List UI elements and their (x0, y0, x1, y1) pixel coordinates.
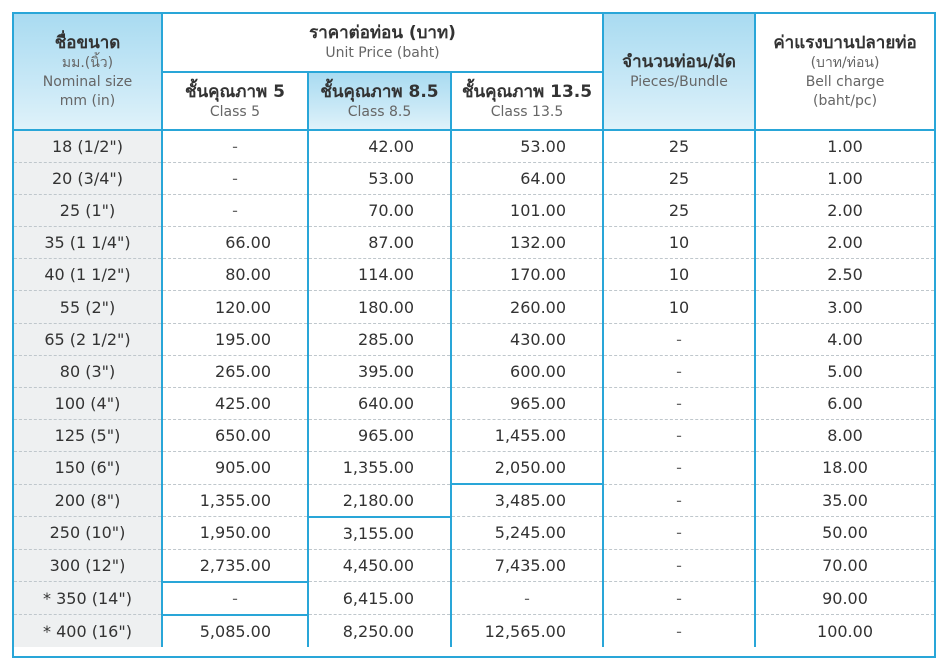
table-cell: 1,355.00 (308, 451, 451, 484)
table-cell: - (603, 549, 755, 582)
table-cell: 965.00 (308, 419, 451, 451)
table-cell: 265.00 (162, 355, 308, 387)
table-cell: 55 (2") (14, 291, 162, 323)
table-cell: 7,435.00 (451, 549, 603, 582)
table-row (14, 549, 934, 582)
table-cell: 18 (1/2") (14, 130, 162, 163)
price-table-body (14, 130, 934, 647)
table-cell: 430.00 (451, 323, 603, 355)
table-cell: 35.00 (755, 484, 934, 517)
table-cell: - (603, 582, 755, 615)
table-row (14, 419, 934, 451)
header-class-13-5: ชั้นคุณภาพ 13.5 Class 13.5 (451, 72, 603, 130)
table-cell: 70.00 (308, 195, 451, 227)
table-cell: - (162, 195, 308, 227)
table-cell: 4.00 (755, 323, 934, 355)
table-cell: 70.00 (755, 549, 934, 582)
table-cell: 65 (2 1/2") (14, 323, 162, 355)
table-cell: - (603, 355, 755, 387)
table-cell: 2.50 (755, 259, 934, 291)
table-cell: 650.00 (162, 419, 308, 451)
table-row (14, 227, 934, 259)
table-cell: 18.00 (755, 451, 934, 484)
table-cell: 2,735.00 (162, 549, 308, 582)
table-cell: - (162, 163, 308, 195)
table-cell: 200 (8") (14, 484, 162, 517)
table-row (14, 291, 934, 323)
table-cell: - (603, 419, 755, 451)
table-cell: 5.00 (755, 355, 934, 387)
header-unit-price: ราคาต่อท่อน (บาท) Unit Price (baht) (162, 14, 603, 72)
table-cell: 2.00 (755, 227, 934, 259)
table-cell: 905.00 (162, 451, 308, 484)
table-cell: 250 (10") (14, 517, 162, 550)
table-cell: 64.00 (451, 163, 603, 195)
price-table-frame (12, 12, 936, 658)
header-class-8-5: ชั้นคุณภาพ 8.5 Class 8.5 (308, 72, 451, 130)
table-cell: - (603, 517, 755, 550)
table-cell: 2.00 (755, 195, 934, 227)
table-cell: 2,050.00 (451, 451, 603, 484)
table-cell: 40 (1 1/2") (14, 259, 162, 291)
table-cell: 120.00 (162, 291, 308, 323)
table-cell: 35 (1 1/4") (14, 227, 162, 259)
table-cell: - (162, 130, 308, 163)
table-cell: 1,355.00 (162, 484, 308, 517)
table-cell: 6.00 (755, 387, 934, 419)
table-cell: 100.00 (755, 615, 934, 647)
table-cell: 25 (603, 195, 755, 227)
table-cell: 101.00 (451, 195, 603, 227)
table-cell: 25 (603, 130, 755, 163)
table-cell: 42.00 (308, 130, 451, 163)
table-cell: 20 (3/4") (14, 163, 162, 195)
table-cell: 8.00 (755, 419, 934, 451)
table-cell: 125 (5") (14, 419, 162, 451)
table-cell: - (603, 387, 755, 419)
table-row (14, 517, 934, 550)
table-cell: 25 (603, 163, 755, 195)
table-cell: 195.00 (162, 323, 308, 355)
table-cell: 1.00 (755, 163, 934, 195)
table-row (14, 163, 934, 195)
table-row (14, 387, 934, 419)
price-table (14, 14, 934, 647)
table-cell: 53.00 (308, 163, 451, 195)
table-cell: 12,565.00 (451, 615, 603, 647)
header-class-5: ชั้นคุณภาพ 5 Class 5 (162, 72, 308, 130)
header-pieces-bundle: จำนวนท่อน/มัด Pieces/Bundle (603, 14, 755, 130)
table-row (14, 451, 934, 484)
table-cell: 10 (603, 227, 755, 259)
table-cell: 25 (1") (14, 195, 162, 227)
table-row (14, 323, 934, 355)
table-cell: * 400 (16") (14, 615, 162, 647)
table-cell: 50.00 (755, 517, 934, 550)
table-row (14, 259, 934, 291)
table-cell: 132.00 (451, 227, 603, 259)
table-cell: 965.00 (451, 387, 603, 419)
table-cell: 66.00 (162, 227, 308, 259)
table-cell: 2,180.00 (308, 484, 451, 517)
table-cell: 170.00 (451, 259, 603, 291)
table-cell: 285.00 (308, 323, 451, 355)
table-cell: 90.00 (755, 582, 934, 615)
table-cell: 100 (4") (14, 387, 162, 419)
table-row (14, 582, 934, 615)
header-nominal-size: ชื่อขนาด มม.(นิ้ว) Nominal size mm (in) (14, 14, 162, 130)
table-cell: 10 (603, 291, 755, 323)
table-cell: 80.00 (162, 259, 308, 291)
table-cell: 300 (12") (14, 549, 162, 582)
table-cell: 80 (3") (14, 355, 162, 387)
table-cell: 3,155.00 (308, 517, 451, 550)
table-cell: 600.00 (451, 355, 603, 387)
table-cell: - (603, 615, 755, 647)
table-cell: 8,250.00 (308, 615, 451, 647)
table-cell: 87.00 (308, 227, 451, 259)
header-bell-charge: ค่าแรงบานปลายท่อ (บาท/ท่อน) Bell charge (baht/pc) (755, 14, 934, 130)
table-cell: 1.00 (755, 130, 934, 163)
table-cell: 260.00 (451, 291, 603, 323)
table-cell: 5,245.00 (451, 517, 603, 550)
table-cell: 5,085.00 (162, 615, 308, 647)
table-row (14, 195, 934, 227)
table-cell: - (603, 484, 755, 517)
table-cell: - (162, 582, 308, 615)
table-cell: 640.00 (308, 387, 451, 419)
table-cell: - (603, 323, 755, 355)
table-cell: 3,485.00 (451, 484, 603, 517)
table-row (14, 615, 934, 647)
table-cell: 4,450.00 (308, 549, 451, 582)
table-cell: 6,415.00 (308, 582, 451, 615)
table-row (14, 130, 934, 163)
table-cell: 114.00 (308, 259, 451, 291)
table-cell: 150 (6") (14, 451, 162, 484)
table-cell: 1,950.00 (162, 517, 308, 550)
table-cell: 3.00 (755, 291, 934, 323)
table-cell: 425.00 (162, 387, 308, 419)
table-row (14, 484, 934, 517)
table-cell: - (603, 451, 755, 484)
table-cell: * 350 (14") (14, 582, 162, 615)
table-cell: 1,455.00 (451, 419, 603, 451)
table-cell: 395.00 (308, 355, 451, 387)
table-cell: 53.00 (451, 130, 603, 163)
table-cell: 10 (603, 259, 755, 291)
table-row (14, 355, 934, 387)
table-cell: 180.00 (308, 291, 451, 323)
table-cell: - (451, 582, 603, 615)
